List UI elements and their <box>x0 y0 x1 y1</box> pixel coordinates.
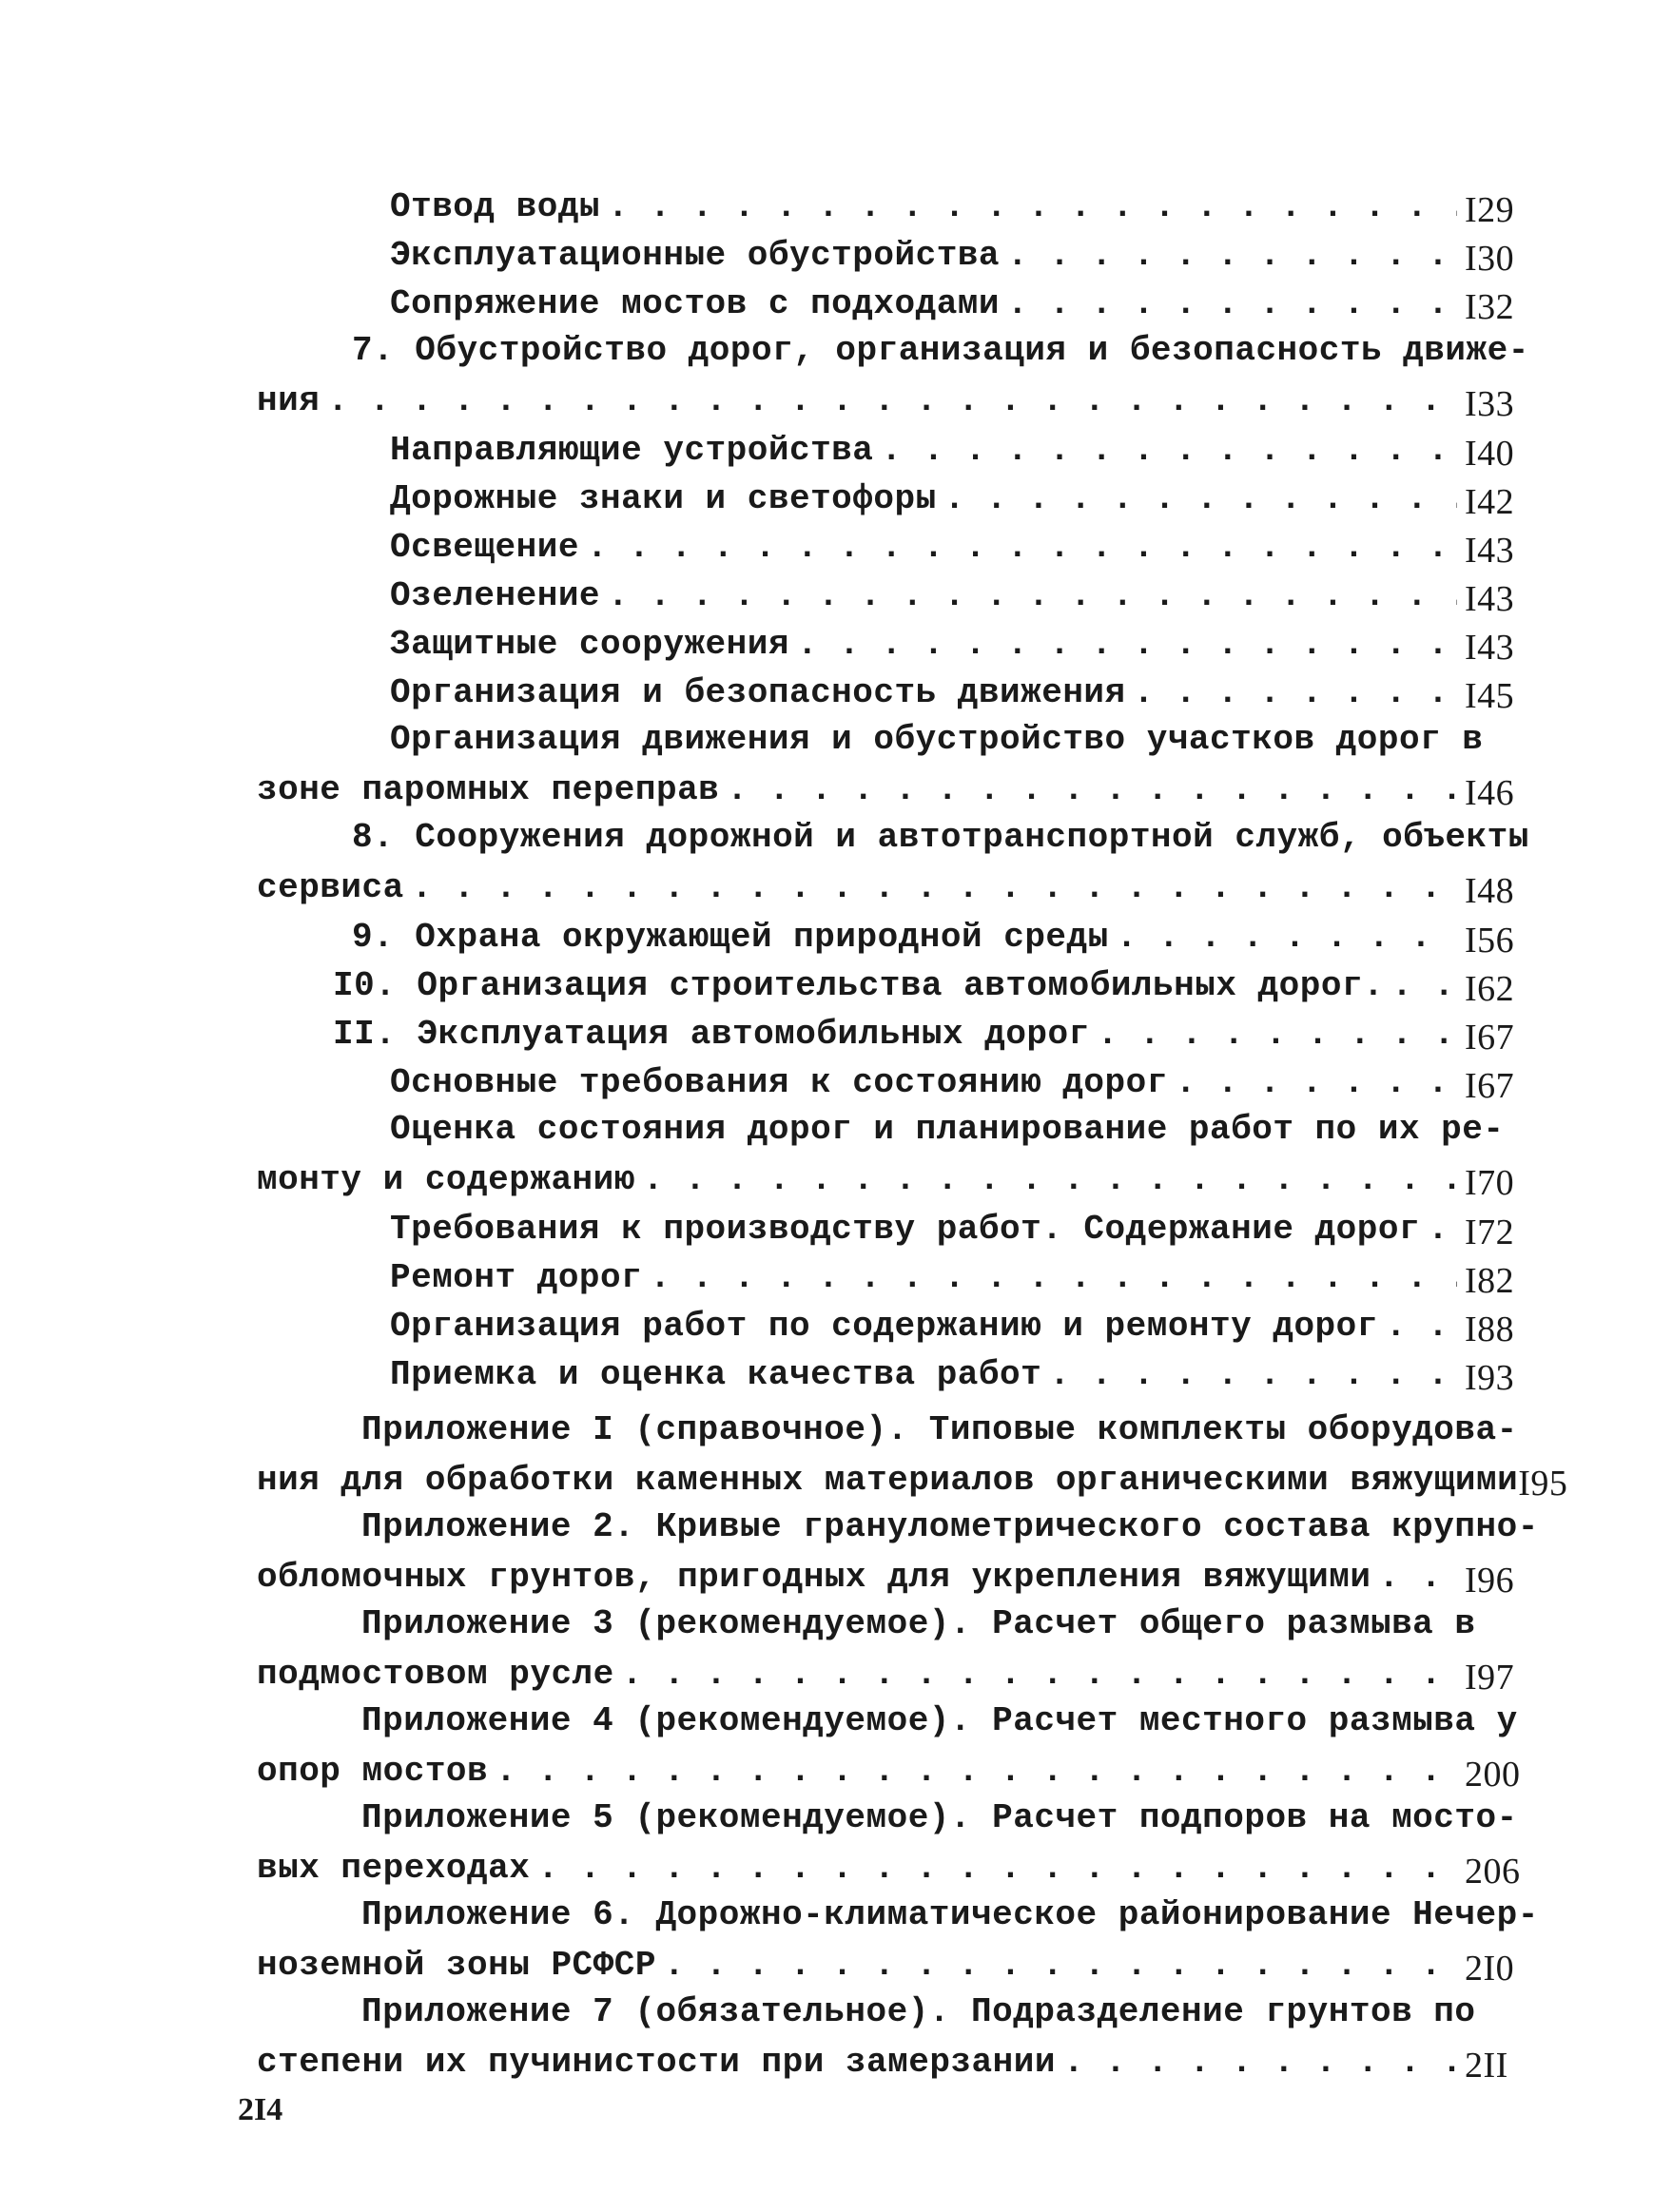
dot-leader <box>622 1650 1457 1698</box>
dot-leader <box>327 377 1457 425</box>
toc-page-number: I45 <box>1465 676 1515 716</box>
toc-page-number: I29 <box>1465 190 1515 230</box>
toc-page-number: 206 <box>1465 1852 1521 1892</box>
dot-leader <box>1134 669 1457 717</box>
toc-entry <box>257 960 1531 1008</box>
toc-page-number: I32 <box>1465 287 1515 327</box>
toc-entry-title: ния <box>257 381 321 420</box>
toc-entry-line <box>257 862 1531 910</box>
toc-entry-line <box>257 1008 1531 1057</box>
toc-entry-title: ния для обработки каменных материалов органическими вяжущими <box>257 1461 1519 1500</box>
toc-entry <box>257 1406 1568 1504</box>
toc-page-number: I42 <box>1465 482 1515 522</box>
toc-entry-title: Оценка состояния дорог и планирование работ по их ре- <box>390 1110 1505 1149</box>
toc-entry-title: Сопряжение мостов с подходами <box>390 284 1001 323</box>
dot-leader <box>881 426 1457 475</box>
toc-page-number: I70 <box>1465 1163 1515 1203</box>
toc-entry-line <box>257 278 1531 326</box>
toc-entry-line <box>257 667 1531 715</box>
toc-entry <box>257 1503 1539 1601</box>
toc-entry-line <box>257 1057 1531 1105</box>
toc-entry-line <box>257 1503 1539 1551</box>
dot-leader <box>1098 1010 1457 1058</box>
toc-entry-line <box>257 911 1531 960</box>
toc-page-number: I33 <box>1465 384 1515 424</box>
toc-entry-title: Отвод воды <box>390 187 601 226</box>
toc-entry <box>257 1988 1531 2085</box>
toc-entry-line <box>257 1600 1531 1648</box>
toc-entry-line <box>257 521 1531 570</box>
toc-entry-line <box>257 1105 1531 1154</box>
toc-entry <box>257 1697 1531 1794</box>
dot-leader <box>537 1844 1457 1892</box>
dot-leader <box>1391 961 1457 1010</box>
dot-leader <box>608 183 1457 231</box>
dot-leader <box>797 620 1457 669</box>
toc-entry-line <box>257 1454 1568 1504</box>
toc-entry-line <box>257 424 1531 473</box>
toc-page-number: I97 <box>1465 1658 1515 1698</box>
toc-page-number: I43 <box>1465 579 1515 619</box>
toc-entry <box>257 1349 1531 1397</box>
toc-entry-line <box>257 2036 1531 2085</box>
dot-leader <box>727 766 1457 814</box>
toc-entry-line <box>257 1551 1531 1600</box>
toc-page-number: I82 <box>1465 1261 1515 1301</box>
dot-leader <box>650 1253 1457 1302</box>
toc-entry <box>257 667 1531 715</box>
toc-page-number: I67 <box>1465 1018 1515 1057</box>
toc-entry-title: Приложение 3 (рекомендуемое). Расчет общего размыва в <box>361 1604 1476 1643</box>
toc-entry-line <box>257 375 1531 423</box>
toc-entry-line <box>257 1842 1531 1891</box>
toc-entry-title: обломочных грунтов, пригодных для укрепления вяжущими <box>257 1558 1371 1597</box>
toc-entry-title: Приложение I (справочное). Типовые комплекты оборудова- <box>361 1410 1518 1449</box>
dot-leader <box>1117 913 1457 961</box>
toc-entry-line <box>257 1203 1531 1252</box>
toc-entry-title: 9. Охрана окружающей природной среды <box>352 918 1109 957</box>
toc-entry-title: Приложение 6. Дорожно-климатическое районирование Нечер- <box>361 1895 1539 1934</box>
toc-entry <box>257 715 1531 812</box>
page-number: 2I4 <box>238 2092 283 2127</box>
toc-entry-title: ноземной зоны РСФСР <box>257 1946 656 1985</box>
dot-leader <box>1007 280 1457 328</box>
toc-entry <box>257 911 1531 960</box>
toc-entry-title: Озеленение <box>390 576 601 615</box>
toc-entry <box>257 618 1531 667</box>
toc-entry-line <box>257 1406 1531 1454</box>
toc-entry-line <box>257 1988 1531 2036</box>
toc-entry-line <box>257 813 1531 862</box>
toc-entry-line <box>257 1154 1531 1202</box>
toc-page-number: I93 <box>1465 1358 1515 1398</box>
toc-entry-line <box>257 229 1531 278</box>
toc-entry-title: Приложение 5 (рекомендуемое). Расчет подпоров на мосто- <box>361 1798 1518 1837</box>
toc-entry-line <box>257 1794 1531 1842</box>
dot-leader <box>1063 2038 1457 2086</box>
toc-entry-title: Приложение 7 (обязательное). Подразделение грунтов по <box>361 1992 1476 2031</box>
dot-leader <box>608 572 1457 620</box>
dot-leader <box>1007 231 1457 280</box>
toc-entry-title: Дорожные знаки и светофоры <box>390 479 937 518</box>
toc-page-number: I67 <box>1465 1066 1515 1106</box>
toc-entry <box>257 326 1531 423</box>
toc-entry-title: подмостовом русле <box>257 1655 614 1694</box>
toc-entry-title: Приложение 2. Кривые гранулометрического состава крупно- <box>361 1507 1539 1546</box>
toc-entry-line <box>257 1349 1531 1397</box>
toc-entry <box>257 1891 1539 1989</box>
toc-page-number: I46 <box>1465 773 1515 813</box>
toc-entry-title: Приемка и оценка качества работ <box>390 1355 1042 1394</box>
toc-entry-title: II. Эксплуатация автомобильных дорог <box>333 1015 1090 1054</box>
toc-entry <box>257 473 1531 521</box>
dot-leader <box>643 1155 1457 1204</box>
toc-entry <box>257 1105 1531 1202</box>
dot-leader <box>1379 1553 1458 1601</box>
toc-entry-line <box>257 473 1531 521</box>
toc-page-number: 2I0 <box>1465 1949 1515 1989</box>
toc-page-number: I43 <box>1465 531 1515 571</box>
toc-entry <box>257 813 1531 910</box>
dot-leader <box>664 1941 1457 1989</box>
toc-entry-title: Основные требования к состоянию дорог <box>390 1063 1168 1102</box>
toc-entry-title: монту и содержанию <box>257 1160 635 1199</box>
toc-page-number: I72 <box>1465 1213 1515 1252</box>
toc-page-number: I62 <box>1465 969 1515 1009</box>
toc-page-number: I40 <box>1465 434 1515 474</box>
toc-entry-line <box>257 618 1531 667</box>
toc-entry-title: Ремонт дорог <box>390 1258 643 1297</box>
toc-entry-title: вых переходах <box>257 1849 531 1888</box>
toc-entry-line <box>257 1939 1531 1988</box>
toc-entry <box>257 1057 1531 1105</box>
toc-entry <box>257 521 1531 570</box>
toc-entry <box>257 181 1531 229</box>
toc-entry-line <box>257 1300 1531 1349</box>
toc-entry <box>257 1252 1531 1300</box>
toc-entry-title: зоне паромных переправ <box>257 770 720 809</box>
toc-entry-title: 8. Сооружения дорожной и автотранспортной служб, объекты <box>352 818 1529 857</box>
toc-page-number: I95 <box>1518 1464 1568 1504</box>
toc-entry <box>257 278 1531 326</box>
toc-entry <box>257 1794 1531 1891</box>
toc-entry-line <box>257 1891 1539 1939</box>
toc-entry <box>257 424 1531 473</box>
toc-entry-line <box>257 764 1531 812</box>
toc-entry-title: Эксплуатационные обустройства <box>390 236 1001 275</box>
toc-entry-title: Организация и безопасность движения <box>390 673 1126 712</box>
toc-entry-line <box>257 715 1531 764</box>
toc-entry-line <box>257 1648 1531 1697</box>
toc-page-number: 2II <box>1465 2046 1508 2086</box>
dot-leader <box>412 863 1457 912</box>
toc-entry <box>257 1600 1531 1697</box>
toc-page-number: I48 <box>1465 871 1515 911</box>
toc-entry <box>257 1008 1531 1057</box>
dot-leader <box>587 523 1457 572</box>
dot-leader <box>944 475 1457 523</box>
dot-leader <box>496 1747 1457 1795</box>
toc-page-number: 200 <box>1465 1755 1521 1795</box>
toc-page-number: I56 <box>1465 921 1515 960</box>
toc-entry-line <box>257 326 1531 375</box>
toc-entry-title: Организация работ по содержанию и ремонту дорог <box>390 1307 1378 1346</box>
toc-entry <box>257 1203 1531 1252</box>
toc-entry-line <box>257 181 1531 229</box>
toc-entry-title: Защитные сооружения <box>390 625 789 664</box>
toc-entry-title: сервиса <box>257 868 404 907</box>
toc-entry-line <box>257 1697 1531 1745</box>
toc-entry <box>257 1300 1531 1349</box>
toc-entry-title: Направляющие устройства <box>390 431 874 470</box>
dot-leader <box>1386 1302 1457 1350</box>
toc-entry-title: Организация движения и обустройство участков дорог в <box>390 720 1484 759</box>
toc-entry-line <box>257 570 1531 618</box>
toc-entry-title: опор мостов <box>257 1752 489 1791</box>
dot-leader <box>1049 1350 1457 1399</box>
toc-entry-title: степени их пучинистости при замерзании <box>257 2043 1056 2082</box>
toc-entry-title: I0. Организация строительства автомобильных дорог. <box>333 966 1385 1005</box>
toc-entry-title: 7. Обустройство дорог, организация и безопасность движе- <box>352 331 1529 370</box>
toc-entry <box>257 229 1531 278</box>
toc-page-number: I43 <box>1465 628 1515 668</box>
toc-page-number: I30 <box>1465 239 1515 279</box>
toc-page-number: I88 <box>1465 1310 1515 1349</box>
toc-entry-title: Требования к производству работ. Содержание дорог <box>390 1210 1421 1249</box>
toc-entry-title: Приложение 4 (рекомендуемое). Расчет местного размыва у <box>361 1701 1518 1740</box>
toc-entry-title: Освещение <box>390 528 579 567</box>
dot-leader <box>1428 1205 1457 1253</box>
toc-page-number: I96 <box>1465 1561 1515 1601</box>
toc-entry-line <box>257 960 1531 1008</box>
dot-leader <box>1176 1058 1457 1107</box>
toc-entry-line <box>257 1252 1531 1300</box>
toc-entry-line <box>257 1745 1531 1794</box>
toc-entry <box>257 570 1531 618</box>
